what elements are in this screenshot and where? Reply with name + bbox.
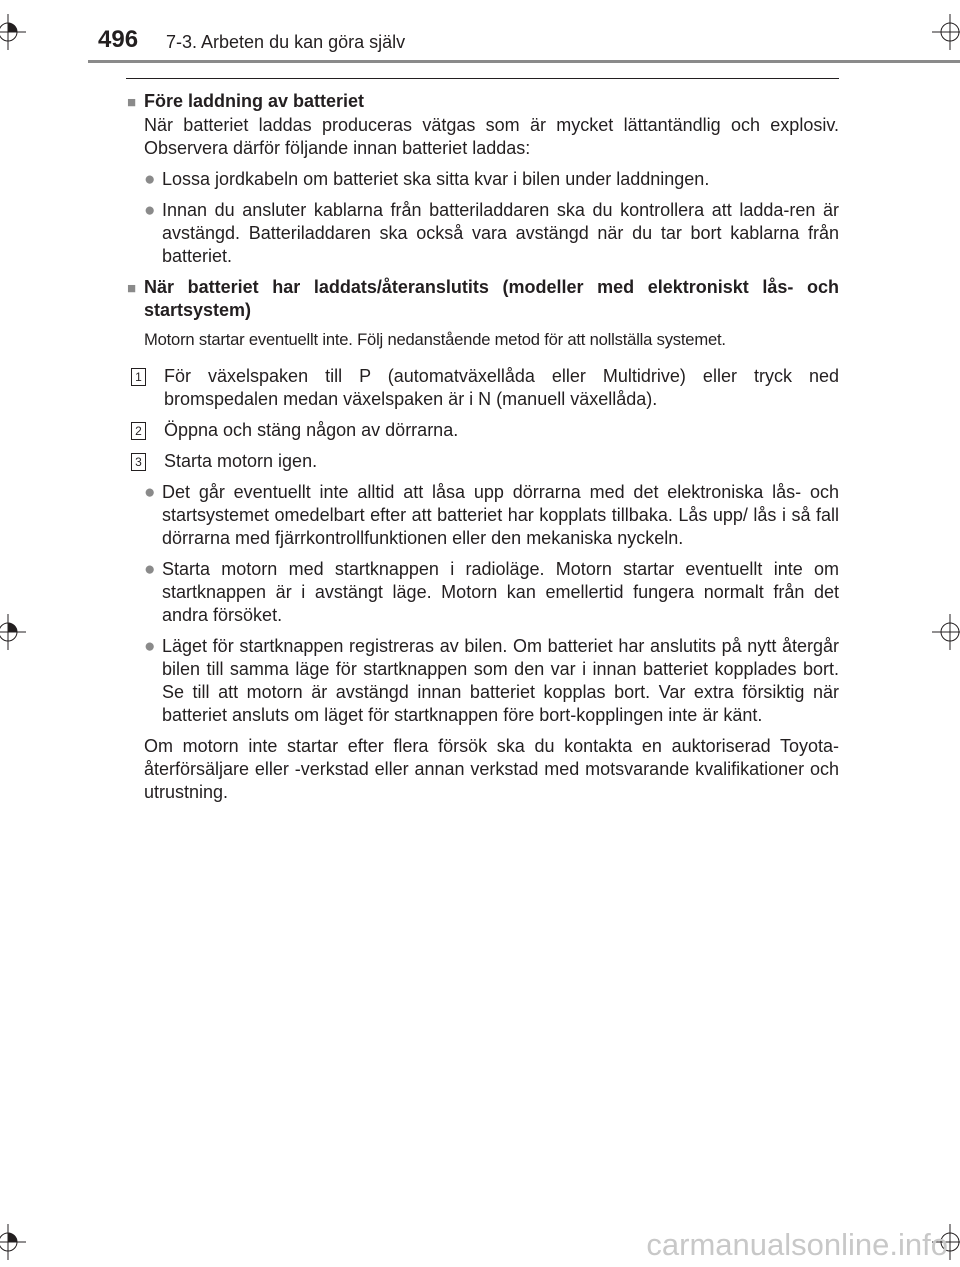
content-rule: [126, 78, 839, 79]
list-item-text: Lossa jordkabeln om batteriet ska sitta kvar i bilen under laddningen.: [162, 169, 710, 189]
section-intro: När batteriet laddas produceras vätgas som är mycket lättantändlig och explosiv. Observera därför följande innan batteriet laddas:: [144, 115, 839, 158]
registration-mark-icon: [0, 14, 26, 50]
section-heading: [127, 90, 839, 114]
page-number: 496: [98, 26, 139, 53]
square-bullet-icon: ■: [127, 94, 137, 111]
circle-bullet-icon: ●: [144, 169, 156, 190]
list-item: [144, 558, 839, 627]
registration-mark-icon: [0, 614, 26, 650]
step-item: [131, 419, 839, 442]
step-text: Öppna och stäng någon av dörrarna.: [164, 420, 459, 440]
list-item: [144, 168, 839, 191]
list-item: [144, 481, 839, 550]
circle-bullet-icon: ●: [144, 636, 156, 657]
list-item-text: Läget för startknappen registreras av bilen. Om batteriet har anslutits på nytt återgår bilen till samma läge för startknappen som den var i innan batteriet kopplades bort. Se till att motorn är avstängd innan batteriet kopplas bort. Var extra försiktig när batteriet ansluts om läget för startknappen före bort-kopplingen inte är känt.: [162, 636, 839, 725]
step-text: Starta motorn igen.: [164, 451, 318, 471]
step-number: 1: [131, 368, 146, 386]
registration-mark-icon: [932, 614, 960, 650]
step-number: 2: [131, 422, 146, 440]
list-item-text: Starta motorn med startknappen i radioläge. Motorn startar eventuellt inte om startknappen är i avstängt läge. Motorn kan emellertid fungera normalt från det andra försöket.: [162, 559, 839, 625]
list-item-text: Innan du ansluter kablarna från batteriladdaren ska du kontrollera att ladda-ren är avstängd. Batteriladdaren ska också vara avstängd när du tar bort kablarna från batteriet.: [162, 200, 839, 266]
header-rule: [88, 60, 960, 63]
closing-paragraph: Om motorn inte startar efter flera försök ska du kontakta en auktoriserad Toyota-återförsäljare eller -verkstad eller annan verkstad med motsvarande kvalifikationer och utrustning.: [144, 736, 839, 802]
page-content: [127, 90, 839, 804]
step-item: [131, 450, 839, 473]
section-title: 7-3. Arbeten du kan göra själv: [166, 32, 406, 52]
watermark: carmanualsonline.info: [646, 1227, 948, 1262]
step-item: [131, 365, 839, 411]
list-item: [144, 199, 839, 268]
section-heading-text: Före laddning av batteriet: [144, 91, 365, 111]
step-text: För växelspaken till P (automatväxellåda eller Multidrive) eller tryck ned bromspedalen medan växelspaken är i N (manuell växellåda).: [164, 366, 839, 409]
step-number: 3: [131, 453, 146, 471]
registration-mark-icon: [0, 1224, 26, 1260]
section-intro: Motorn startar eventuellt inte. Följ nedanstående metod för att nollställa systemet.: [144, 330, 726, 349]
section-heading: [127, 276, 839, 322]
registration-mark-icon: [932, 14, 960, 50]
square-bullet-icon: ■: [127, 280, 137, 297]
circle-bullet-icon: ●: [144, 482, 156, 503]
circle-bullet-icon: ●: [144, 200, 156, 221]
section-heading-text: När batteriet har laddats/återanslutits (modeller med elektroniskt lås- och startsystem): [144, 277, 839, 320]
circle-bullet-icon: ●: [144, 559, 156, 580]
list-item: [144, 635, 839, 727]
list-item-text: Det går eventuellt inte alltid att låsa upp dörrarna med det elektroniska lås- och startsystemet omedelbart efter att batteriet har kopplats tillbaka. Lås upp/ lås i så fall dörrarna med fjärrkontrollfunktionen eller den mekaniska nyckeln.: [162, 482, 839, 548]
